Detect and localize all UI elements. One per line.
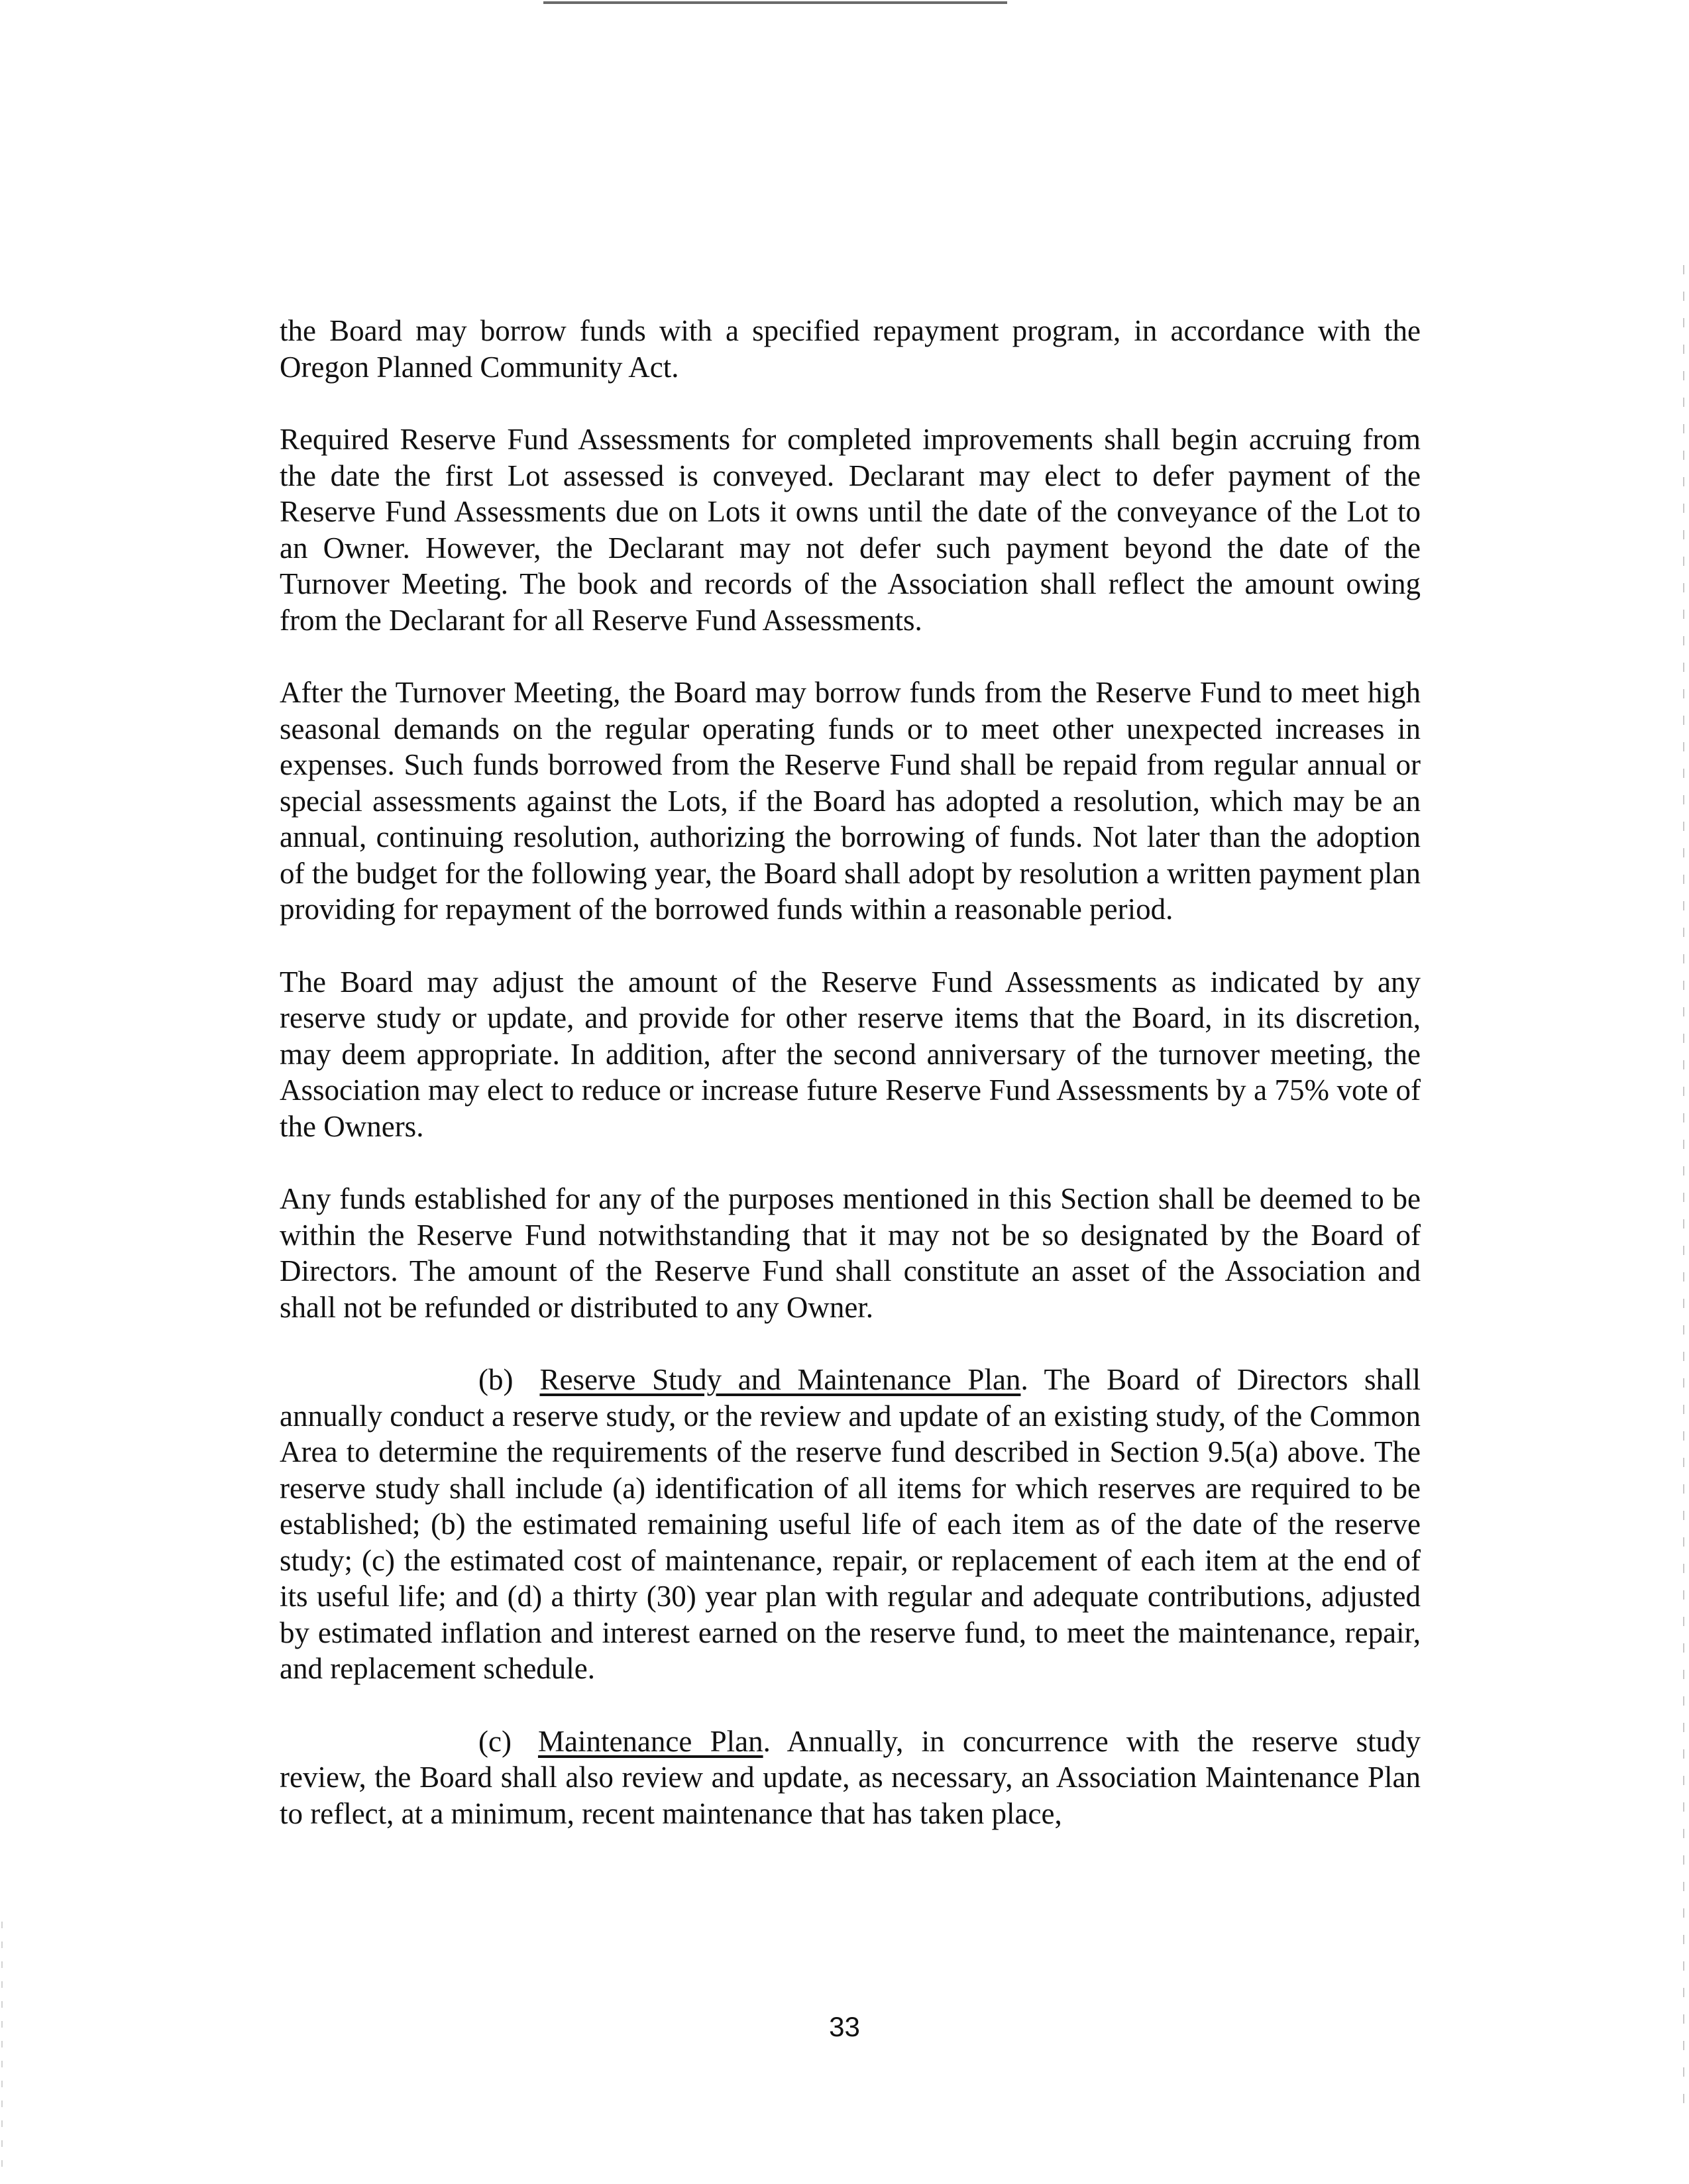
section-c-heading-end: .	[763, 1724, 771, 1758]
section-c-heading: Maintenance Plan	[537, 1724, 763, 1758]
document-body	[280, 313, 1421, 1868]
section-b-marker: (b)	[478, 1363, 514, 1396]
paragraph-turnover-borrowing: After the Turnover Meeting, the Board may borrow funds from the Reserve Fund to meet high seasonal demands on the regular operating funds or to meet other unexpected increases in expenses. Such funds borrowed from the Reserve Fund shall be repaid from regular annual or special assessments against the Lots, if the Board has adopted a resolution, which may be an annual, continuing resolution, authorizing the borrowing of funds. Not later than the adoption of the budget for the following year, the Board shall adopt by resolution a written payment plan providing for repayment of the borrowed funds within a reasonable period.	[280, 676, 1421, 926]
section-maintenance-plan	[280, 1723, 1421, 1832]
paragraph-borrow-funds: the Board may borrow funds with a specified repayment program, in accordance with the Oregon Planned Community Act.	[280, 314, 1421, 384]
paragraph-reserve-accrual: Required Reserve Fund Assessments for completed improvements shall begin accruing from the date the first Lot assessed is conveyed. Declarant may elect to defer payment of the Reserve Fund Assessments due on Lots it owns until the date of the conveyance of the Lot to an Owner. However, the Declarant may not defer such payment beyond the date of the Turnover Meeting. The book and records of the Association shall reflect the amount owing from the Declarant for all Reserve Fund Assessments.	[280, 423, 1421, 637]
scan-artifact-left-edge	[1, 1922, 3, 2173]
scan-artifact-top	[543, 1, 1007, 4]
section-reserve-study	[280, 1362, 1421, 1687]
section-b-heading: Reserve Study and Maintenance Plan	[539, 1363, 1021, 1396]
section-b-text: The Board of Directors shall annually conduct a reserve study, or the review and update of an existing study, of the Common Area to determine the requirements of the reserve fund described in Section 9.5(a) above. The reserve study shall include (a) identification of all items for which reserves are required to be established; (b) the estimated remaining useful life of each item as of the date of the reserve study; (c) the estimated cost of maintenance, repair, or replacement of each item at the end of its useful life; and (d) a thirty (30) year plan with regular and adequate contributions, adjusted by estimated inflation and interest earned on the reserve fund, to meet the maintenance, repair, and replacement schedule.	[280, 1363, 1421, 1685]
scan-artifact-right-edge	[1683, 265, 1684, 2120]
paragraph-adjust-assessments: The Board may adjust the amount of the Reserve Fund Assessments as indicated by any reserve study or update, and provide for other reserve items that the Board, in its discretion, may deem appropriate. In addition, after the second anniversary of the turnover meeting, the Association may elect to reduce or increase future Reserve Fund Assessments by a 75% vote of the Owners.	[280, 965, 1421, 1143]
section-c-text: Annually, in concurrence with the reserve study review, the Board shall also review and update, as necessary, an Association Maintenance Plan to reflect, at a minimum, recent maintenance that has taken place,	[280, 1724, 1421, 1830]
section-b-heading-end: .	[1020, 1363, 1028, 1396]
paragraph-funds-established: Any funds established for any of the purposes mentioned in this Section shall be deemed to be within the Reserve Fund notwithstanding that it may not be so designated by the Board of Directors. The amount of the Reserve Fund shall constitute an asset of the Association and shall not be refunded or distributed to any Owner.	[280, 1182, 1421, 1324]
section-c-marker: (c)	[478, 1724, 512, 1758]
page-number: 33	[829, 2011, 860, 2042]
